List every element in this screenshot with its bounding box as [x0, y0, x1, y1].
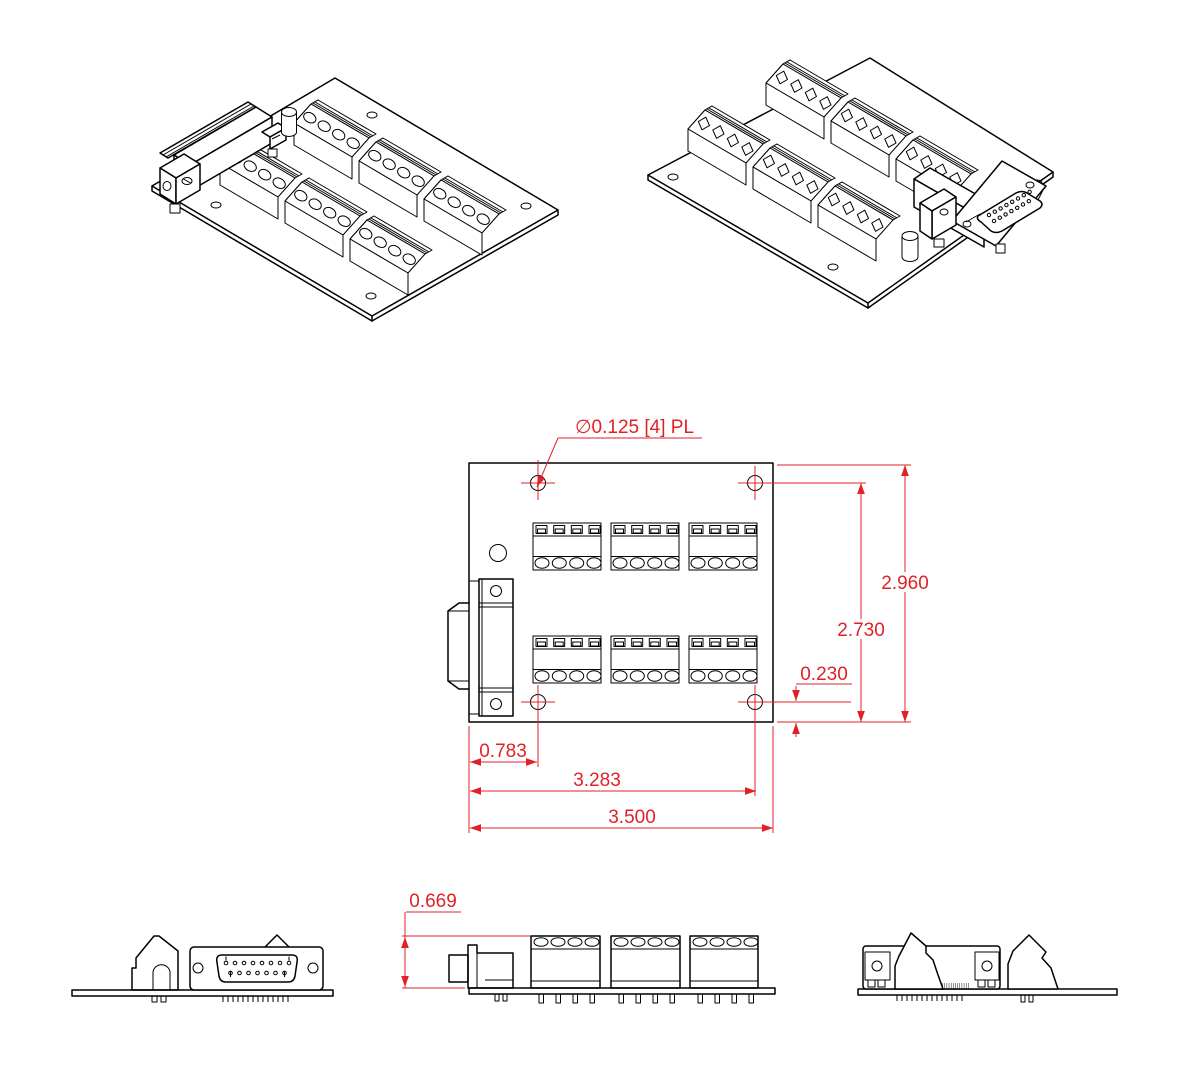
dim-board-height: 2.960 [881, 573, 929, 594]
dim-board-width: 3.500 [608, 807, 656, 828]
top-view [448, 463, 773, 722]
pin-row [495, 994, 754, 1003]
pcb-board-edge [72, 990, 333, 996]
dsub-connector-top [448, 579, 513, 716]
dim-hole-callout: ∅0.125 [4] PL [575, 417, 695, 438]
terminal-block [533, 636, 601, 683]
terminal-block [611, 636, 679, 683]
indicator-hole [490, 545, 507, 562]
pcb-board-edge [858, 989, 1117, 995]
terminal-block [533, 523, 601, 570]
side-view [449, 936, 775, 1003]
dim-hole-edge-offset: 0.230 [800, 664, 848, 685]
pin-row [223, 996, 288, 1002]
dim-left-hole-offset: 0.783 [479, 741, 527, 762]
rear-view [858, 933, 1117, 1002]
terminal-block-side [611, 936, 680, 988]
standoff-cylinder [902, 232, 918, 262]
dim-hole-to-bottom: 2.730 [837, 620, 885, 641]
terminal-block-side [690, 936, 758, 988]
terminal-block [611, 523, 679, 570]
dim-right-hole-offset: 3.283 [573, 770, 621, 791]
standoff-cylinder [282, 108, 297, 137]
terminal-block [689, 636, 757, 683]
dsub-connector-front [190, 947, 323, 990]
iso-view-front-right [648, 58, 1053, 308]
terminal-block-profile [132, 936, 178, 990]
dim-component-height: 0.669 [409, 891, 457, 912]
terminal-block-side [531, 936, 600, 988]
dsub-connector-side [449, 945, 513, 988]
dimensions [402, 417, 931, 988]
pin-row [897, 995, 962, 1001]
pcb-board-edge [469, 988, 775, 994]
terminal-block [689, 523, 757, 570]
iso-view-front-left [152, 78, 558, 321]
pcb-board [152, 78, 558, 316]
front-view [72, 935, 333, 1002]
